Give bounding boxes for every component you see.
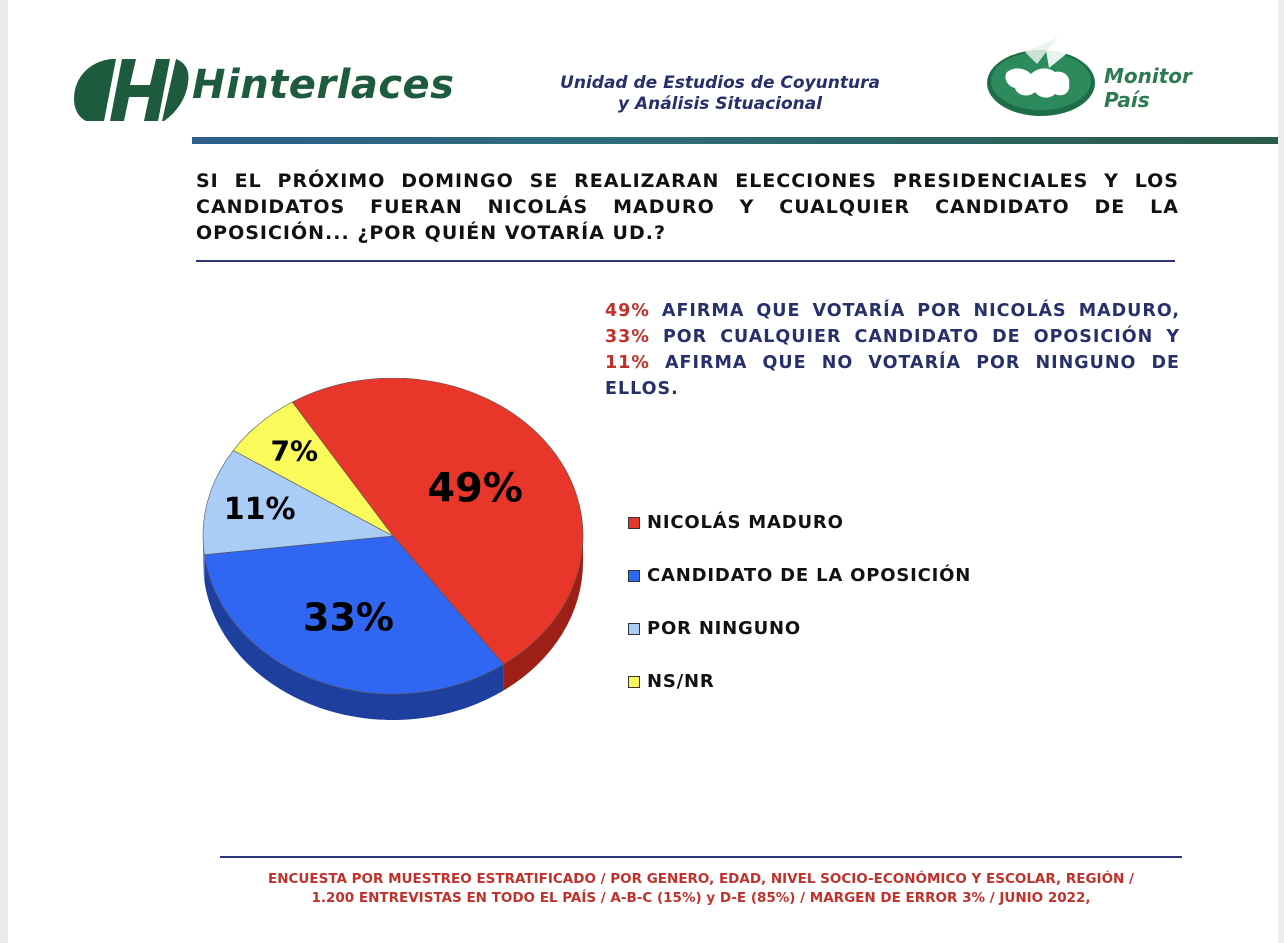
- pie-chart: [190, 378, 610, 738]
- summary-pct-1: 49%: [605, 301, 650, 321]
- page-frame-left: [0, 0, 8, 943]
- monitor-pais-text: [1104, 64, 1192, 112]
- summary-pct-2: 33%: [605, 327, 650, 347]
- survey-question: SI EL PRÓXIMO DOMINGO SE REALIZARAN ELECCIONES PRESIDENCIALES Y LOS CANDIDATOS FUERAN NICOLÁS MADURO Y CUALQUIER CANDIDATO DE LA OPOSICIÓN... ¿POR QUIÉN VOTARÍA UD.?: [196, 170, 1179, 244]
- monitor-pais-logo-icon: [985, 38, 1100, 120]
- pie-label-oposicion: 33%: [303, 595, 395, 640]
- page-frame-right: [1278, 0, 1284, 943]
- pie-label-ninguno: 11%: [223, 491, 296, 527]
- legend-swatch-oposicion: [628, 570, 640, 582]
- question-rule: [196, 260, 1175, 262]
- legend-label-nsnr: NS/NR: [647, 671, 715, 692]
- unit-title-line2: y Análisis Situacional: [617, 94, 823, 114]
- summary-pct-3: 11%: [605, 353, 650, 373]
- summary-text-3: AFIRMA QUE NO VOTARÍA POR NINGUNO DE ELLOS.: [605, 353, 1180, 399]
- legend-item-maduro: [628, 496, 971, 549]
- legend-swatch-maduro: [628, 517, 640, 529]
- chart-legend: [628, 496, 971, 708]
- footnote-rule: [220, 856, 1182, 858]
- unit-title: [540, 73, 900, 115]
- pie-label-maduro: 49%: [427, 465, 523, 512]
- legend-item-oposicion: [628, 549, 971, 602]
- legend-label-ninguno: POR NINGUNO: [647, 618, 802, 639]
- brand-name: Hinterlaces: [192, 62, 455, 108]
- monitor-line1: Monitor: [1104, 64, 1192, 88]
- footnote-line1: ENCUESTA POR MUESTREO ESTRATIFICADO / POR GENERO, EDAD, NIVEL SOCIO-ECONÓMICO Y ESCOLAR, REGIÓN /: [268, 871, 1134, 887]
- results-summary: [605, 298, 1180, 402]
- footnote-line2: 1.200 ENTREVISTAS EN TODO EL PAÍS / A-B-C (15%) y D-E (85%) / MARGEN DE ERROR 3% / JUNIO 2022,: [311, 890, 1091, 906]
- monitor-line2: País: [1104, 88, 1150, 112]
- legend-swatch-ninguno: [628, 623, 640, 635]
- header-rule: [192, 137, 1278, 144]
- summary-text-2: POR CUALQUIER CANDIDATO DE OPOSICIÓN Y: [649, 327, 1180, 347]
- legend-item-ninguno: [628, 602, 971, 655]
- pie-label-nsnr: 7%: [270, 434, 319, 468]
- legend-label-maduro: NICOLÁS MADURO: [647, 512, 844, 533]
- unit-title-line1: Unidad de Estudios de Coyuntura: [560, 73, 880, 93]
- summary-text-1: AFIRMA QUE VOTARÍA POR NICOLÁS MADURO,: [649, 301, 1180, 321]
- legend-swatch-nsnr: [628, 676, 640, 688]
- legend-label-oposicion: CANDIDATO DE LA OPOSICIÓN: [647, 565, 972, 586]
- legend-item-nsnr: [628, 655, 971, 708]
- methodology-footnote: [220, 870, 1182, 908]
- hinterlaces-logo-icon: [72, 55, 192, 127]
